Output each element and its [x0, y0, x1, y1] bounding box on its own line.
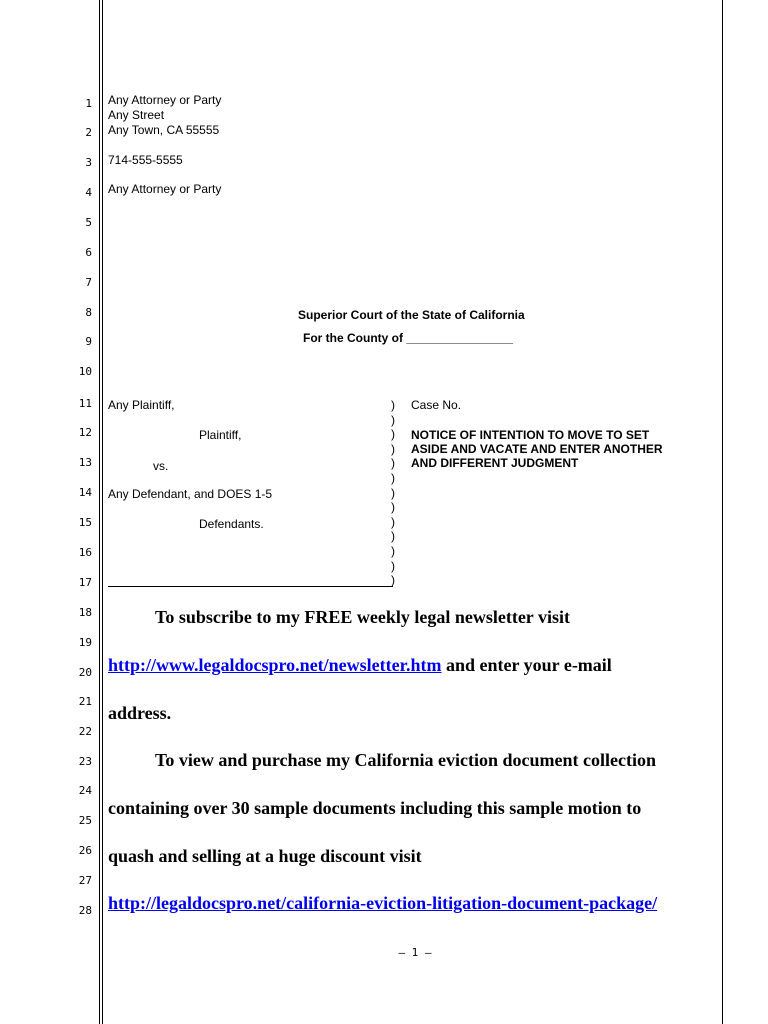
- line-number: 23: [78, 755, 92, 768]
- line-number: 8: [85, 306, 92, 319]
- left-border-line-outer: [99, 0, 100, 1024]
- page-number: – 1 –: [398, 946, 432, 959]
- line-number: 1: [85, 97, 92, 110]
- court-county: For the County of ________________: [303, 331, 514, 345]
- line-number: 18: [78, 606, 92, 619]
- line-number: 16: [78, 546, 92, 559]
- line-number: 6: [85, 246, 92, 259]
- line-number: 13: [78, 456, 92, 469]
- line-number: 4: [85, 186, 92, 199]
- line-number: 2: [85, 126, 92, 139]
- attorney-name: Any Attorney or Party: [108, 93, 222, 107]
- document-package-link[interactable]: http://legaldocspro.net/california-eviction-litigation-document-package/: [108, 893, 658, 913]
- line-number: 19: [78, 636, 92, 649]
- caption-parentheses: ) ) ) ) ) ) ) ) ) ) ) ) ): [391, 398, 395, 588]
- line-number: 11: [78, 397, 92, 410]
- body-paragraph-1-line-3: address.: [108, 703, 172, 723]
- line-number: 17: [78, 576, 92, 589]
- line-number: 3: [85, 156, 92, 169]
- attorney-street: Any Street: [108, 108, 165, 122]
- document-title-line-3: AND DIFFERENT JUDGMENT: [411, 456, 579, 470]
- line-number: 15: [78, 516, 92, 529]
- defendant-role: Defendants.: [199, 517, 264, 531]
- body-paragraph-1-line-2: [108, 654, 612, 676]
- newsletter-link[interactable]: http://www.legaldocspro.net/newsletter.htm: [108, 655, 442, 675]
- line-number: 22: [78, 725, 92, 738]
- right-border-line: [722, 0, 723, 1024]
- line-number: 9: [85, 335, 92, 348]
- body-paragraph-2-line-4: [108, 892, 657, 914]
- court-name: Superior Court of the State of California: [298, 308, 525, 322]
- line-number: 26: [78, 844, 92, 857]
- left-border-line-inner: [102, 0, 103, 1024]
- line-number: 28: [78, 904, 92, 917]
- line-number: 27: [78, 874, 92, 887]
- case-number-label: Case No.: [411, 398, 462, 412]
- line-number: 7: [85, 276, 92, 289]
- body-paragraph-2-line-2: containing over 30 sample documents including this sample motion to: [108, 798, 642, 818]
- attorney-phone: 714-555-5555: [108, 153, 183, 167]
- body-paragraph-2-line-1: To view and purchase my California eviction document collection: [155, 750, 656, 770]
- line-number: 24: [78, 784, 92, 797]
- line-number: 10: [78, 365, 92, 378]
- defendant-name: Any Defendant, and DOES 1-5: [108, 487, 273, 501]
- line-number: 21: [78, 695, 92, 708]
- document-title-line-1: NOTICE OF INTENTION TO MOVE TO SET: [411, 428, 650, 442]
- body-paragraph-2-line-3: quash and selling at a huge discount visit: [108, 846, 422, 866]
- line-number: 20: [78, 666, 92, 679]
- line-number: 12: [78, 426, 92, 439]
- attorney-for: Any Attorney or Party: [108, 182, 222, 196]
- line-number: 25: [78, 814, 92, 827]
- line-number: 5: [85, 216, 92, 229]
- attorney-city: Any Town, CA 55555: [108, 123, 220, 137]
- plaintiff-role: Plaintiff,: [199, 428, 242, 442]
- body-paragraph-1-line-1: To subscribe to my FREE weekly legal newsletter visit: [155, 607, 570, 627]
- caption-underline: [108, 586, 393, 587]
- document-title-line-2: ASIDE AND VACATE AND ENTER ANOTHER: [411, 442, 663, 456]
- line-number: 14: [78, 486, 92, 499]
- plaintiff-name: Any Plaintiff,: [108, 398, 175, 412]
- versus-label: vs.: [153, 459, 169, 473]
- newsletter-line-tail: and enter your e-mail: [441, 655, 612, 675]
